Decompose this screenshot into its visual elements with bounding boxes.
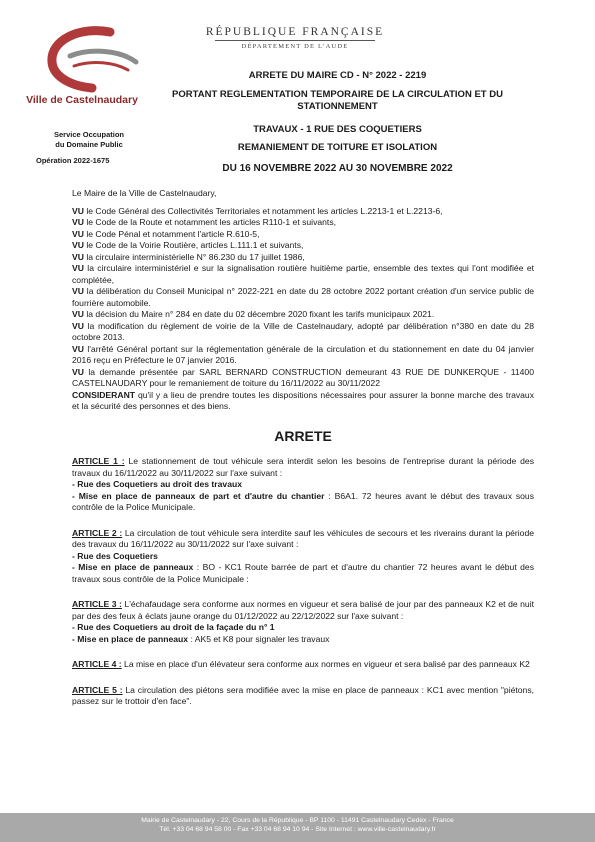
- vu-text: le Code de la Voirie Routière, articles L.111.1 et suivants,: [83, 240, 304, 250]
- works-period: DU 16 NOVEMBRE 2022 AU 30 NOVEMBRE 2022: [222, 162, 453, 174]
- bullet-bold: - Rue des Coquetiers: [72, 550, 158, 561]
- decree-subject: PORTANT REGLEMENTATION TEMPORAIRE DE LA CIRCULATION ET DU STATIONNEMENT: [172, 88, 503, 112]
- footer-address: Mairie de Castelnaudary - 22, Cours de la République - BP 1100 - 11491 Castelnaudary Cedex - France: [141, 817, 454, 824]
- bullet-rest: : AK5 et K8 pour signaler les travaux: [188, 633, 330, 644]
- article-text: [72, 599, 534, 622]
- footer: [0, 813, 595, 842]
- vu-text: le Code Pénal et notamment l'article R.610-5,: [83, 228, 260, 239]
- vu-text: qu'il y a lieu de prendre toutes les dispositions nécessaires pour assurer la bonne marche des travaux et la sécurité des personnes et des biens.: [72, 389, 534, 411]
- bullet-bold: - Rue des Coquetiers au droit des travaux: [72, 479, 243, 489]
- article-1: [72, 456, 534, 514]
- vu-lead: VU: [72, 309, 84, 319]
- vu-lead: VU: [72, 343, 84, 354]
- article-body: La circulation des piétons sera modifiée avec la mise en place de panneaux : KC1 avec mention "piétons, passez sur le trottoir d'en face".: [72, 684, 535, 706]
- vu-lead: VU: [72, 263, 84, 273]
- vu-item: [72, 263, 534, 286]
- header-divider: [215, 40, 375, 41]
- vu-text: la circulaire interministérielle N° 86.230 du 17 juillet 1986,: [83, 251, 305, 262]
- article-2: [72, 528, 534, 586]
- vu-list: [72, 206, 534, 413]
- article-bullet: [72, 622, 534, 634]
- republic-title: RÉPUBLIQUE FRANÇAISE: [205, 26, 385, 38]
- articles-list: [72, 456, 534, 708]
- republic-header: [200, 26, 390, 50]
- bullet-bold: - Mise en place de panneaux de part et d'autre du chantier: [72, 490, 325, 501]
- footer-contact: Tél. +33 04 68 94 58 00 - Fax +33 04 68 94 10 94 - Site Internet : www.ville-castelnaudary.fr: [159, 826, 436, 833]
- article-bullet: [72, 491, 534, 514]
- bullet-rest: : BO - KC1 Route barrée de part et d'autre du chantier 72 heures avant le début des travaux sous contrôle de la Police Municipale :: [72, 562, 534, 584]
- decree-body: [72, 188, 534, 722]
- vu-lead: VU: [72, 286, 84, 296]
- article-label: ARTICLE 1 :: [72, 456, 125, 466]
- bullet-rest: : B6A1. 72 heures avant le début des travaux sous contrôle de la Police Municipale.: [72, 490, 534, 512]
- decree-number: ARRETE DU MAIRE CD - N° 2022 - 2219: [248, 70, 427, 81]
- vu-lead: VU: [72, 366, 84, 377]
- vu-lead: VU: [72, 240, 84, 250]
- vu-item: [72, 229, 534, 241]
- vu-lead: VU: [72, 320, 84, 331]
- service-block: [20, 130, 158, 149]
- article-bullet: [72, 634, 534, 646]
- article-3: [72, 599, 534, 645]
- vu-item: [72, 286, 534, 309]
- service-line-1: Service Occupation: [53, 130, 125, 139]
- vu-lead: VU: [72, 205, 84, 216]
- article-bullet: [72, 479, 534, 491]
- article-label: ARTICLE 5 :: [72, 684, 123, 695]
- article-body: Le stationnement de tout véhicule sera interdit selon les besoins de l'entreprise durant la période des travaux du 16/11/2022 au 30/11/2022 sur l'axe suivant :: [72, 456, 535, 478]
- article-bullet: [72, 562, 534, 585]
- operation-number: Opération 2022-1675: [36, 156, 110, 165]
- vu-text: la modification du règlement de voirie de la Ville de Castelnaudary, adopté par délibération n°380 en date du 28 octobre 2013.: [72, 320, 534, 342]
- vu-item: [72, 217, 534, 229]
- article-label: ARTICLE 4 :: [72, 659, 122, 669]
- vu-lead: VU: [72, 228, 84, 239]
- bullet-bold: - Mise en place de panneaux: [72, 633, 189, 644]
- vu-text: le Code de la Route et notamment les articles R110-1 et suivants,: [83, 217, 337, 227]
- vu-item: [72, 390, 534, 413]
- article-bullet: [72, 551, 534, 563]
- vu-lead: VU: [72, 217, 84, 227]
- vu-text: la circulaire interministériel e sur la signalisation routière huitième partie, ensemble des textes qui l'ont modifiée et complétée,: [72, 263, 534, 285]
- vu-text: l'arrêté Général portant sur la réglementation générale de la circulation et du stationnement en date du 04 janvier 2016 reçu en Préfecture le 07 janvier 2016.: [72, 343, 534, 365]
- department-title: DÉPARTEMENT DE L'AUDE: [241, 43, 349, 50]
- article-body: La mise en place d'un élévateur sera conforme aux normes en vigueur et sera balisé par des panneaux K2: [121, 659, 530, 669]
- article-5: [72, 685, 534, 708]
- decree-titles: [160, 70, 515, 175]
- vu-item: [72, 240, 534, 252]
- city-logo: [40, 26, 140, 94]
- intro-line: Le Maire de la Ville de Castelnaudary,: [72, 188, 217, 198]
- city-name: Ville de Castelnaudary: [26, 94, 138, 106]
- article-body: L'échafaudage sera conforme aux normes en vigueur et sera balisé de jour par des panneaux K2 et de nuit par des des feux à éclats jaune orange du 01/12/2022 au 22/12/2022 sur l'axe suivant :: [72, 599, 534, 621]
- vu-text: la demande présentée par SARL BERNARD CONSTRUCTION demeurant 43 RUE DE DUNKERQUE - 11400 CASTELNAUDARY pour le remaniement de toiture du 16/11/2022 au 30/11/2022: [72, 366, 534, 388]
- article-4: [72, 659, 534, 671]
- vu-item: [72, 252, 534, 264]
- bullet-bold: - Rue des Coquetiers au droit de la façade du n° 1: [72, 622, 275, 632]
- vu-item: [72, 344, 534, 367]
- vu-item: [72, 206, 534, 218]
- vu-lead: CONSIDERANT: [72, 389, 136, 400]
- vu-text: la décision du Maire n° 284 en date du 02 décembre 2020 fixant les tarifs municipaux 2021.: [83, 309, 435, 319]
- article-text: [72, 659, 534, 671]
- vu-lead: VU: [72, 251, 84, 262]
- service-line-2: du Domaine Public: [55, 139, 123, 149]
- article-text: [72, 456, 534, 479]
- vu-text: la délibération du Conseil Municipal n° 2022-221 en date du 28 octobre 2022 portant création d'un service public de fourrière automobile.: [72, 286, 534, 308]
- works-location: TRAVAUX - 1 RUE DES COQUETIERS: [253, 123, 422, 135]
- vu-item: [72, 321, 534, 344]
- article-text: [72, 528, 534, 551]
- article-label: ARTICLE 2 :: [72, 527, 123, 538]
- vu-item: [72, 309, 534, 321]
- arrete-heading: ARRETE: [274, 427, 332, 444]
- vu-item: [72, 367, 534, 390]
- bullet-bold: - Mise en place de panneaux: [72, 562, 194, 572]
- vu-text: le Code Général des Collectivités Territoriales et notamment les articles L.2213-1 et L.2213-6,: [83, 205, 443, 216]
- article-text: [72, 685, 534, 708]
- article-label: ARTICLE 3 :: [72, 599, 122, 609]
- works-type: REMANIEMENT DE TOITURE ET ISOLATION: [237, 142, 438, 153]
- article-body: La circulation de tout véhicule sera interdite sauf les véhicules de secours et les riverains durant la période des travaux du 16/11/2022 au 30/11/2022 sur l'axe suivant :: [72, 527, 535, 549]
